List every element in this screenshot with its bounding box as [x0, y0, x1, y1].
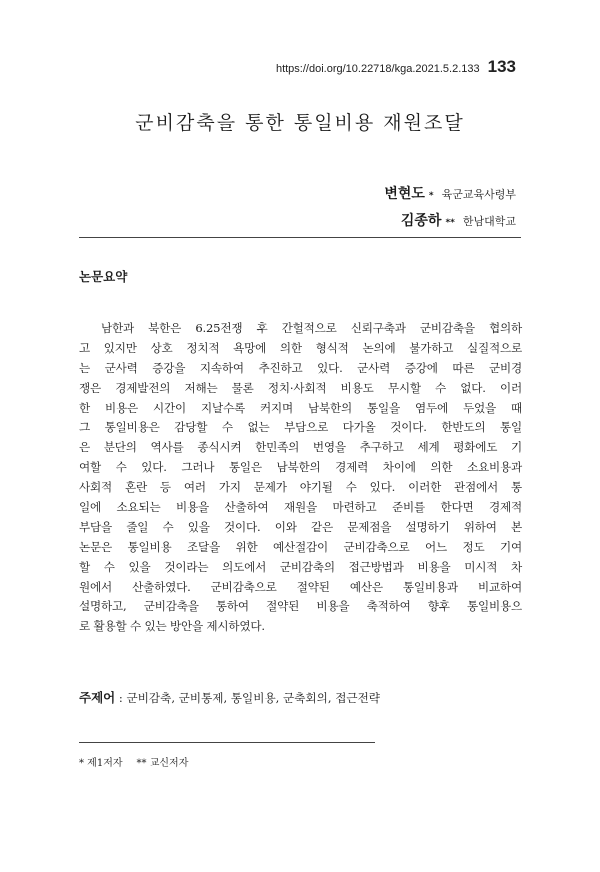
abstract-line: 할 수 있을 것이라는 의도에서 군비감축의 접근방법과 비용을 미시적 차 — [79, 559, 522, 574]
abstract-line: 은 분단의 역사를 종식시켜 한민족의 번영을 추구하고 세계 평화에도 기 — [79, 440, 522, 455]
running-header — [276, 57, 516, 77]
abstract-line: 그 통일비용은 감당할 수 없는 부담으로 다가올 것이다. 한반도의 통일 — [79, 420, 522, 435]
footnote-divider — [79, 742, 375, 743]
author-mark: * — [428, 191, 434, 201]
keywords-label: 주제어 — [79, 690, 116, 705]
doi-link[interactable]: https://doi.org/10.22718/kga.2021.5.2.133 — [275, 63, 480, 75]
author-mark: ** — [445, 218, 455, 228]
author-corresponding — [401, 210, 516, 230]
abstract-line: 쟁은 경제발전의 저해는 물론 정치·사회적 비용도 무시할 수 없다. 이러 — [79, 380, 522, 395]
abstract-line: 고 있지만 상호 정치적 욕망에 의한 형식적 논의에 불가하고 실질적으로 — [79, 340, 522, 355]
author-first — [384, 183, 516, 203]
footnotes — [79, 754, 188, 769]
abstract-line: 사회적 혼란 등 여러 가지 문제가 야기될 수 있다. 이러한 관점에서 통 — [79, 480, 522, 495]
keywords-separator: : — [115, 691, 127, 705]
header-divider — [79, 237, 521, 238]
author-affiliation: 육군교육사령부 — [441, 188, 516, 201]
footnote-first-author: * 제1저자 — [79, 758, 123, 769]
abstract-line: 로 활용할 수 있는 방안을 제시하였다. — [79, 619, 265, 634]
page-number: 133 — [487, 57, 516, 76]
paper-title: 군비감축을 통한 통일비용 재원조달 — [135, 112, 465, 134]
abstract-line: 는 군사력 증강을 지속하여 추진하고 있다. 군사력 증강에 따른 군비경 — [79, 360, 522, 375]
keywords-list: 군비감축, 군비통제, 통일비용, 군축회의, 접근전략 — [126, 691, 380, 705]
abstract-line: 남한과 북한은 6.25전쟁 후 간헐적으로 신뢰구축과 군비감축을 협의하 — [79, 321, 522, 335]
author-name: 김종하 — [400, 213, 442, 229]
abstract-line: 설명하고, 군비감축을 통하여 절약된 비용을 축적하여 향후 통일비용으 — [79, 599, 522, 614]
abstract-line: 원에서 산출하였다. 군비감축으로 절약된 예산은 통일비용과 비교하여 — [79, 579, 522, 594]
abstract-line: 일에 소요되는 비용을 산출하여 재원을 마련하고 준비를 한다면 경제적 — [79, 500, 522, 515]
abstract-line: 부담을 줄일 수 있을 것이다. 이와 같은 문제점을 설명하기 위하여 본 — [79, 519, 522, 534]
abstract-heading: 논문요약 — [79, 269, 128, 284]
abstract-line: 한 비용은 시간이 지날수록 커지며 남북한의 통일을 염두에 두었을 때 — [79, 400, 522, 415]
keywords — [79, 688, 380, 706]
abstract-line: 논문은 통일비용 조달을 위한 예산절감이 군비감축으로 어느 정도 기여 — [79, 539, 522, 554]
abstract-body — [79, 319, 522, 637]
abstract-line: 여할 수 있다. 그러나 통일은 남북한의 경제력 차이에 의한 소요비용과 — [79, 460, 522, 475]
author-affiliation: 한남대학교 — [462, 215, 516, 228]
author-name: 변현도 — [384, 186, 425, 202]
footnote-corresponding-author: ** 교신저자 — [136, 758, 189, 769]
